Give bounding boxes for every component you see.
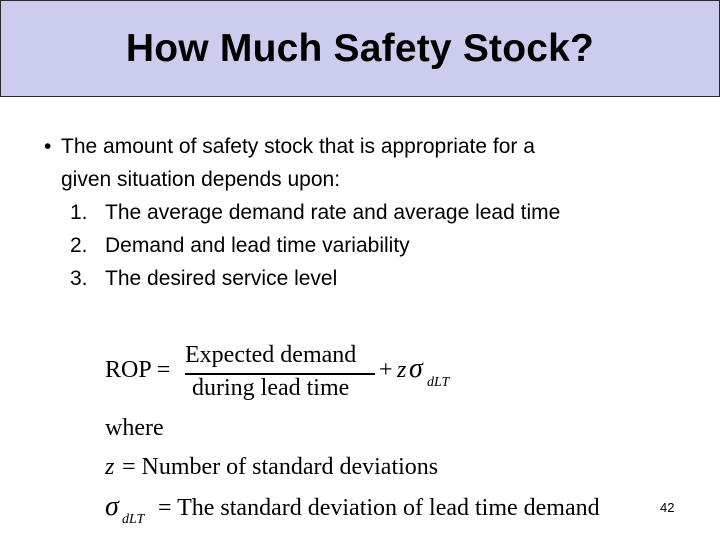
formula-numerator: Expected demand <box>185 342 357 368</box>
sigma-def-subscript: dLT <box>122 512 145 527</box>
formula-where: where <box>105 415 164 441</box>
rop-formula <box>105 340 665 535</box>
slide-body <box>44 130 684 295</box>
list-item-number: 1. <box>70 201 88 224</box>
bullet-item <box>44 130 684 196</box>
list-item-number: 2. <box>70 234 88 257</box>
sigma-definition: = The standard deviation of lead time demand <box>158 495 600 521</box>
page-number: 42 <box>660 500 675 515</box>
list-item <box>44 196 684 229</box>
sigma-def-symbol: σ <box>105 491 119 522</box>
z-def-symbol: z <box>105 454 115 480</box>
bullet-text-line1: The amount of safety stock that is appropriate for a <box>61 135 535 158</box>
list-item <box>44 229 684 262</box>
sigma-symbol: σ <box>409 353 423 384</box>
formula-plus: + <box>379 357 393 383</box>
title-bar <box>0 0 720 97</box>
numbered-list <box>44 196 684 295</box>
list-item-text: The average demand rate and average lead time <box>105 201 561 224</box>
list-item-text: Demand and lead time variability <box>105 234 410 257</box>
sigma-subscript: dLT <box>427 375 450 390</box>
bullet-icon: • <box>44 135 52 158</box>
list-item <box>44 262 684 295</box>
formula-z: z <box>397 357 407 383</box>
list-item-text: The desired service level <box>105 267 338 290</box>
list-item-number: 3. <box>70 267 88 290</box>
formula-denominator: during lead time <box>192 375 350 401</box>
slide-title: How Much Safety Stock? <box>125 26 595 70</box>
formula-lhs: ROP = <box>105 357 171 383</box>
z-definition: = Number of standard deviations <box>122 454 439 480</box>
bullet-text-line2: given situation depends upon: <box>61 168 341 191</box>
